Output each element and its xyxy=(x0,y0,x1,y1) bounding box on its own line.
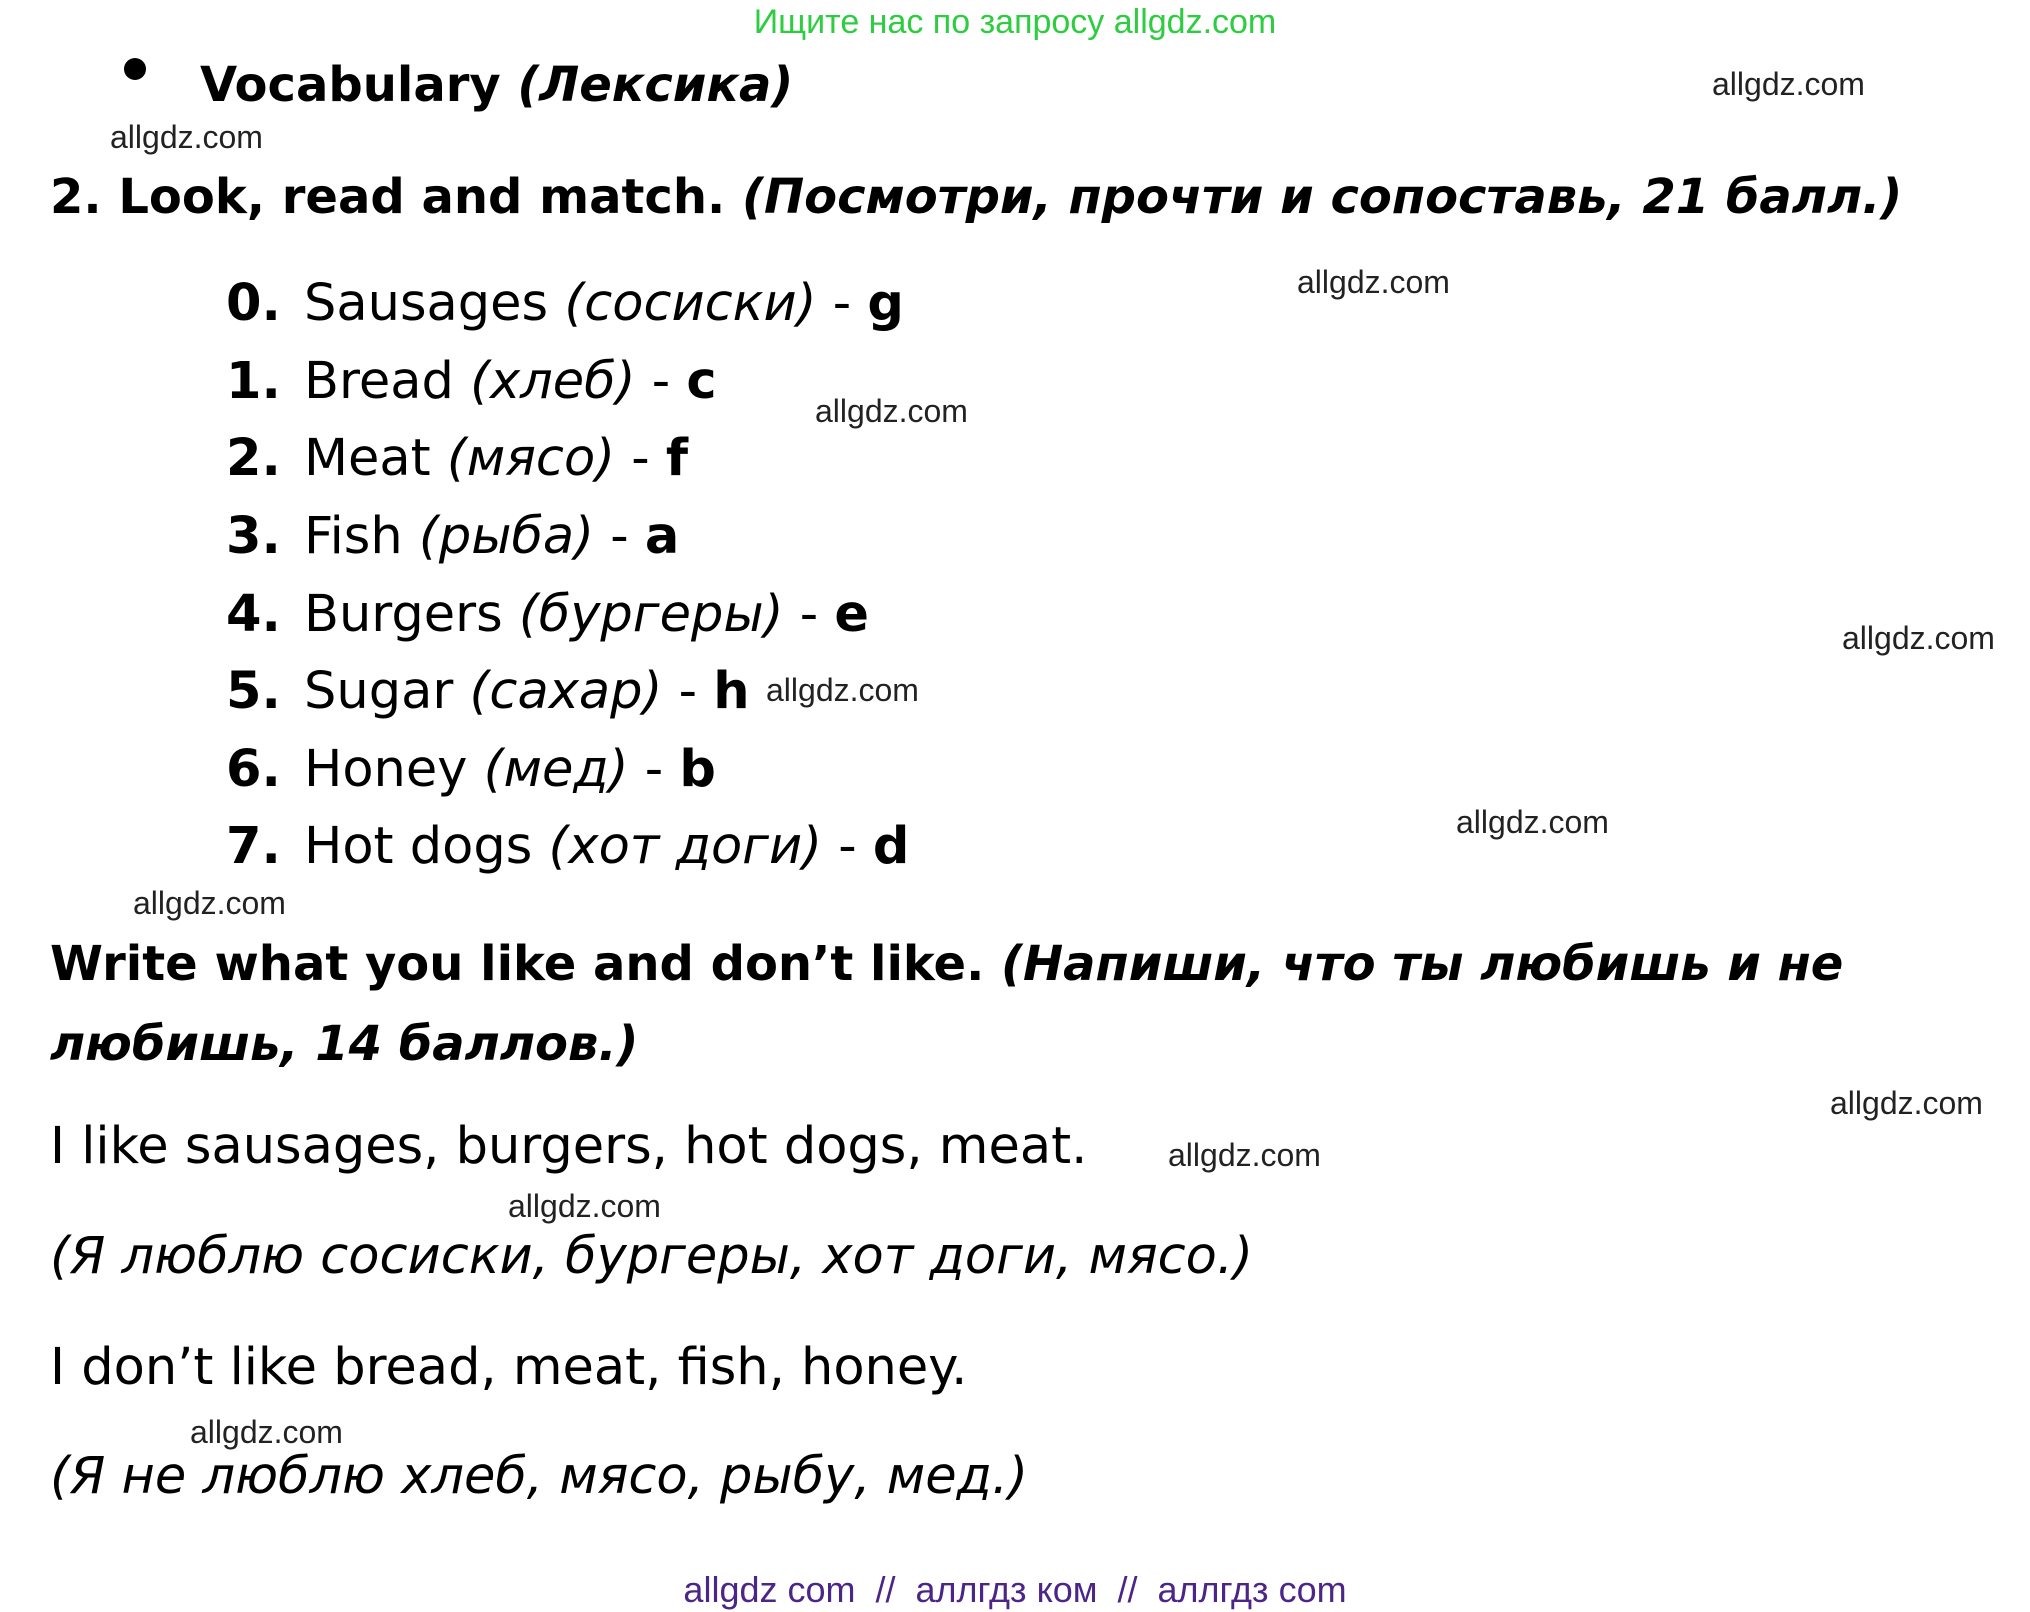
task1-heading-text: 2. Look, read and match. xyxy=(50,169,726,225)
list-item xyxy=(226,427,688,491)
item-number: 2. xyxy=(226,429,281,488)
list-item xyxy=(226,272,904,336)
watermark: allgdz.com xyxy=(1830,1085,1983,1121)
item-separator: - xyxy=(678,662,698,721)
item-separator: - xyxy=(651,352,671,411)
watermark: allgdz.com xyxy=(110,119,263,155)
watermark: allgdz.com xyxy=(815,393,968,429)
watermark: allgdz.com xyxy=(190,1414,343,1450)
list-item xyxy=(226,583,869,647)
item-word: Honey xyxy=(304,740,468,799)
task2-heading xyxy=(50,924,2025,1084)
item-number: 6. xyxy=(226,740,281,799)
item-word: Sausages xyxy=(304,274,549,333)
list-item xyxy=(226,738,716,802)
top-banner: Ищите нас по запросу allgdz.com xyxy=(753,3,1277,41)
item-number: 1. xyxy=(226,352,281,411)
footer-watermark: allgdz com // аллгдз ком // аллгдз com xyxy=(683,1569,1347,1610)
item-number: 5. xyxy=(226,662,281,721)
item-translation: (бургеры) xyxy=(518,585,784,644)
item-word: Hot dogs xyxy=(304,817,533,876)
item-separator: - xyxy=(832,274,852,333)
item-separator: - xyxy=(610,507,629,566)
section-title xyxy=(200,50,793,120)
dislike-translation: (Я не люблю хлеб, мясо, рыбу, мед.) xyxy=(50,1447,1028,1506)
list-item xyxy=(226,815,909,879)
section-title-text: Vocabulary xyxy=(200,57,501,113)
item-answer: h xyxy=(713,662,750,721)
item-translation: (хот доги) xyxy=(548,817,823,876)
item-answer: e xyxy=(834,585,869,644)
item-translation: (сосиски) xyxy=(564,274,817,333)
task2-heading-translation: (Напиши, что ты любишь и не любишь, 14 баллов.) xyxy=(50,936,1844,1072)
task2-heading-text: Write what you like and don’t like. xyxy=(50,936,985,992)
item-answer: a xyxy=(644,507,680,566)
item-number: 3. xyxy=(226,507,281,566)
item-separator: - xyxy=(644,740,664,799)
item-number: 7. xyxy=(226,817,281,876)
watermark: allgdz.com xyxy=(1297,264,1450,300)
list-item xyxy=(226,350,717,414)
watermark: allgdz.com xyxy=(1842,620,1995,656)
task1-heading xyxy=(50,162,1902,232)
watermark: allgdz.com xyxy=(1168,1137,1321,1173)
item-number: 4. xyxy=(226,585,281,644)
like-sentence: I like sausages, burgers, hot dogs, meat. xyxy=(50,1117,1088,1176)
item-translation: (мясо) xyxy=(446,429,616,488)
item-number: 0. xyxy=(226,274,281,333)
item-translation: (рыба) xyxy=(418,507,595,566)
watermark: allgdz.com xyxy=(1712,66,1865,102)
item-translation: (хлеб) xyxy=(470,352,636,411)
section-title-translation: (Лексика) xyxy=(517,57,794,113)
item-word: Burgers xyxy=(304,585,503,644)
watermark: allgdz.com xyxy=(766,672,919,708)
watermark: allgdz.com xyxy=(1456,804,1609,840)
item-translation: (мед) xyxy=(483,740,629,799)
watermark: allgdz.com xyxy=(133,885,286,921)
dislike-sentence: I don’t like bread, meat, fish, honey. xyxy=(50,1338,968,1397)
item-answer: f xyxy=(665,429,689,488)
item-answer: c xyxy=(686,352,717,411)
task1-heading-translation: (Посмотри, прочти и сопоставь, 21 балл.) xyxy=(742,169,1903,225)
item-word: Sugar xyxy=(304,662,454,721)
item-word: Fish xyxy=(304,507,403,566)
item-separator: - xyxy=(799,585,819,644)
item-answer: d xyxy=(872,817,910,876)
watermark: allgdz.com xyxy=(508,1188,661,1224)
item-answer: b xyxy=(679,740,716,799)
item-separator: - xyxy=(838,817,857,876)
item-answer: g xyxy=(867,274,904,333)
item-separator: - xyxy=(631,429,650,488)
list-item xyxy=(226,660,750,724)
list-item xyxy=(226,505,679,569)
like-translation: (Я люблю сосиски, бургеры, хот доги, мясо.) xyxy=(50,1227,1253,1286)
item-word: Meat xyxy=(304,429,431,488)
bullet-icon xyxy=(124,58,146,80)
item-word: Bread xyxy=(304,352,454,411)
item-translation: (сахар) xyxy=(469,662,663,721)
